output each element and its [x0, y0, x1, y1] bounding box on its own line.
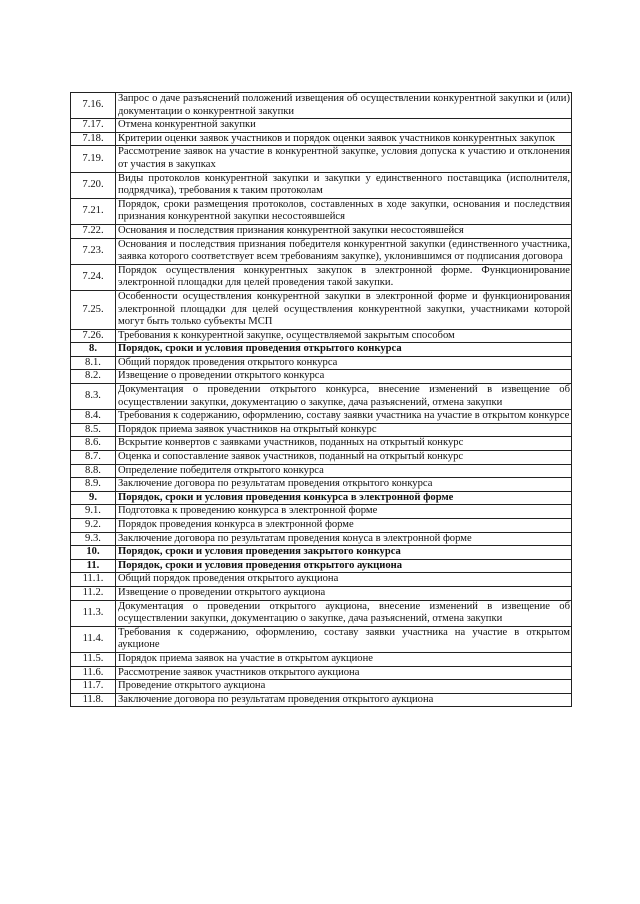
table-row: [71, 172, 572, 198]
item-number: 9.2.: [71, 519, 116, 533]
item-title: Рассмотрение заявок на участие в конкурентной закупке, условия допуска к участию и отклонения от участия в закупках: [116, 146, 572, 172]
item-number: 8.5.: [71, 423, 116, 437]
item-number: 8.6.: [71, 437, 116, 451]
table-row: [71, 384, 572, 410]
table-row: [71, 423, 572, 437]
contents-table: [70, 92, 572, 707]
item-title: Порядок осуществления конкурентных закупок в электронной форме. Функционирование электронной площадки для целей проведения такой закупки.: [116, 264, 572, 290]
item-number: 8.8.: [71, 464, 116, 478]
item-title: Запрос о даче разъяснений положений извещения об осуществлении конкурентной закупки и (или) документации о конкурентной закупки: [116, 93, 572, 119]
item-title: Подготовка к проведению конкурса в электронной форме: [116, 505, 572, 519]
section-row: [71, 491, 572, 505]
table-row: [71, 238, 572, 264]
item-title: Порядок, сроки и условия проведения открытого конкурса: [116, 343, 572, 357]
item-title: Порядок, сроки и условия проведения конкурса в электронной форме: [116, 491, 572, 505]
item-number: 8.1.: [71, 356, 116, 370]
item-title: Заключение договора по результатам проведения открытого конкурса: [116, 478, 572, 492]
table-row: [71, 437, 572, 451]
table-row: [71, 119, 572, 133]
item-title: Порядок проведения конкурса в электронной форме: [116, 519, 572, 533]
table-row: [71, 693, 572, 707]
item-title: Определение победителя открытого конкурса: [116, 464, 572, 478]
table-row: [71, 410, 572, 424]
item-number: 8.7.: [71, 451, 116, 465]
item-title: Порядок, сроки размещения протоколов, составленных в ходе закупки, основания и последствия признания конкурентной закупки несостоявшейся: [116, 198, 572, 224]
table-row: [71, 451, 572, 465]
item-title: Общий порядок проведения открытого конкурса: [116, 356, 572, 370]
item-title: Требования к содержанию, оформлению, составу заявки участника на участие в открытом конкурсе: [116, 410, 572, 424]
table-row: [71, 652, 572, 666]
item-number: 11.2.: [71, 586, 116, 600]
item-number: 11.5.: [71, 652, 116, 666]
item-number: 7.18.: [71, 132, 116, 146]
table-row: [71, 224, 572, 238]
item-number: 7.24.: [71, 264, 116, 290]
item-title: Порядок, сроки и условия проведения закрытого конкурса: [116, 546, 572, 560]
item-title: Требования к конкурентной закупке, осуществляемой закрытым способом: [116, 329, 572, 343]
item-title: Особенности осуществления конкурентной закупки в электронной форме и функционирования электронной площадки для целей осуществления конкурентной закупки, участниками которой могут быть только субъекты МСП: [116, 290, 572, 329]
item-number: 11.8.: [71, 693, 116, 707]
item-number: 7.19.: [71, 146, 116, 172]
table-row: [71, 586, 572, 600]
table-row: [71, 600, 572, 626]
item-title: Критерии оценки заявок участников и порядок оценки заявок участников конкурентных закупок: [116, 132, 572, 146]
item-number: 8.2.: [71, 370, 116, 384]
table-row: [71, 356, 572, 370]
item-title: Основания и последствия признания конкурентной закупки несостоявшейся: [116, 224, 572, 238]
table-row: [71, 666, 572, 680]
table-row: [71, 505, 572, 519]
item-number: 11.6.: [71, 666, 116, 680]
table-row: [71, 680, 572, 694]
item-title: Заключение договора по результатам проведения открытого аукциона: [116, 693, 572, 707]
item-number: 7.26.: [71, 329, 116, 343]
table-row: [71, 93, 572, 119]
table-row: [71, 146, 572, 172]
table-row: [71, 329, 572, 343]
item-title: Извещение о проведении открытого конкурса: [116, 370, 572, 384]
item-title: Рассмотрение заявок участников открытого аукциона: [116, 666, 572, 680]
item-title: Заключение договора по результатам проведения конуса в электронной форме: [116, 532, 572, 546]
item-title: Отмена конкурентной закупки: [116, 119, 572, 133]
section-row: [71, 546, 572, 560]
table-row: [71, 478, 572, 492]
item-number: 11.7.: [71, 680, 116, 694]
table-row: [71, 290, 572, 329]
item-number: 8.: [71, 343, 116, 357]
item-number: 7.17.: [71, 119, 116, 133]
item-number: 8.3.: [71, 384, 116, 410]
item-title: Порядок, сроки и условия проведения открытого аукциона: [116, 559, 572, 573]
item-title: Виды протоколов конкурентной закупки и закупки у единственного поставщика (исполнителя, подрядчика), требования к таким протоколам: [116, 172, 572, 198]
item-title: Извещение о проведении открытого аукциона: [116, 586, 572, 600]
item-title: Общий порядок проведения открытого аукциона: [116, 573, 572, 587]
item-number: 7.16.: [71, 93, 116, 119]
document-page: [70, 92, 572, 707]
table-row: [71, 573, 572, 587]
table-row: [71, 264, 572, 290]
section-row: [71, 343, 572, 357]
item-number: 11.: [71, 559, 116, 573]
item-number: 7.23.: [71, 238, 116, 264]
item-title: Требования к содержанию, оформлению, составу заявки участника на участие в открытом аукционе: [116, 626, 572, 652]
item-title: Документация о проведении открытого аукциона, внесение изменений в извещение об осуществлении закупки, документацию о закупке, дача разъяснений, отмена закупки: [116, 600, 572, 626]
table-row: [71, 532, 572, 546]
contents-table-body: [71, 93, 572, 707]
item-number: 9.: [71, 491, 116, 505]
item-title: Порядок приема заявок участников на открытый конкурс: [116, 423, 572, 437]
item-number: 11.1.: [71, 573, 116, 587]
table-row: [71, 626, 572, 652]
table-row: [71, 464, 572, 478]
item-title: Проведение открытого аукциона: [116, 680, 572, 694]
table-row: [71, 370, 572, 384]
item-title: Основания и последствия признания победителя конкурентной закупки (единственного участника, заявка которого соответствует всем требованиям закупке), уклонившимся от подписания договора: [116, 238, 572, 264]
item-number: 7.25.: [71, 290, 116, 329]
item-number: 9.3.: [71, 532, 116, 546]
item-number: 8.9.: [71, 478, 116, 492]
table-row: [71, 132, 572, 146]
item-title: Порядок приема заявок на участие в открытом аукционе: [116, 652, 572, 666]
item-number: 11.4.: [71, 626, 116, 652]
item-title: Документация о проведении открытого конкурса, внесение изменений в извещение об осуществлении закупки, документацию о закупке, дача разъяснений, отмена закупки: [116, 384, 572, 410]
section-row: [71, 559, 572, 573]
table-row: [71, 519, 572, 533]
item-number: 9.1.: [71, 505, 116, 519]
table-row: [71, 198, 572, 224]
item-number: 8.4.: [71, 410, 116, 424]
item-number: 7.21.: [71, 198, 116, 224]
item-title: Оценка и сопоставление заявок участников, поданный на открытый конкурс: [116, 451, 572, 465]
item-number: 7.20.: [71, 172, 116, 198]
item-number: 11.3.: [71, 600, 116, 626]
item-title: Вскрытие конвертов с заявками участников, поданных на открытый конкурс: [116, 437, 572, 451]
item-number: 7.22.: [71, 224, 116, 238]
item-number: 10.: [71, 546, 116, 560]
